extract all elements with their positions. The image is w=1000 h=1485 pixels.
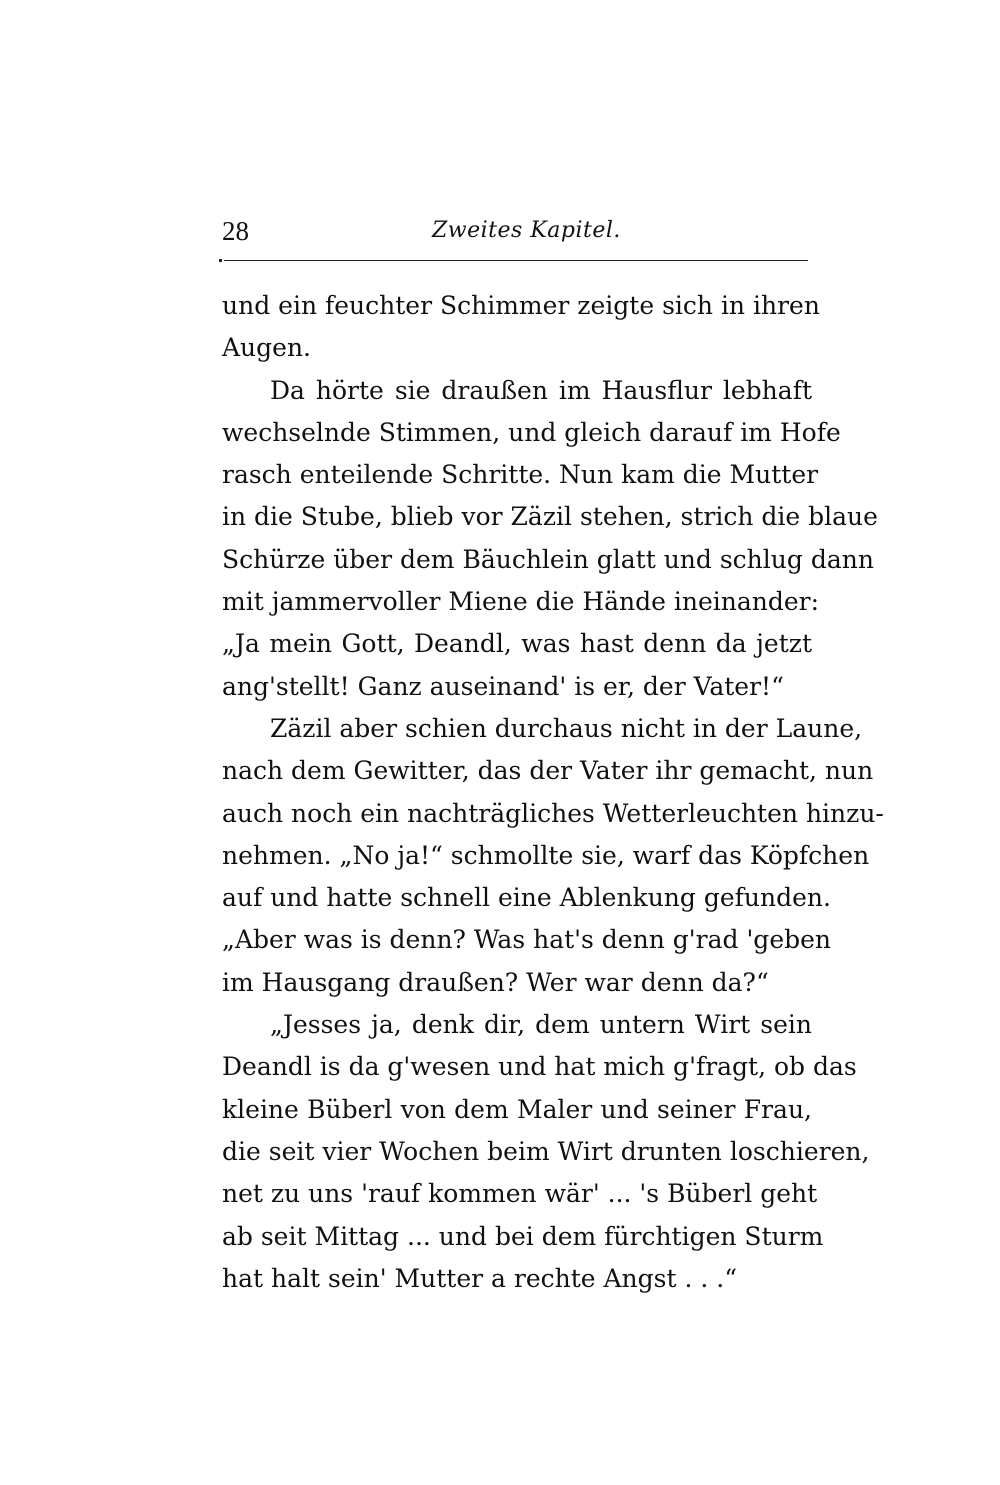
- text-line: Schürze über dem Bäuchlein glatt und schlug dann: [222, 544, 874, 574]
- page-header: [222, 212, 810, 252]
- text-line: nach dem Gewitter, das der Vater ihr gemacht, nun: [222, 756, 874, 786]
- text-line: „Jesses ja, denk dir, dem untern Wirt sein: [270, 1010, 812, 1040]
- header-rule-dot: [219, 259, 222, 262]
- text-line: net zu uns 'rauf kommen wär' ... 's Büberl geht: [222, 1179, 818, 1209]
- text-line: nehmen. „No ja!“ schmollte sie, warf das Köpfchen: [222, 840, 870, 870]
- text-line: kleine Büberl von dem Maler und seiner Frau,: [222, 1094, 812, 1124]
- text-line: die seit vier Wochen beim Wirt drunten loschieren,: [222, 1136, 870, 1166]
- body-text: [222, 285, 884, 1300]
- text-line: rasch enteilende Schritte. Nun kam die Mutter: [222, 460, 819, 490]
- text-line: Deandl is da g'wesen und hat mich g'fragt, ob das: [222, 1052, 857, 1082]
- text-line: Zäzil aber schien durchaus nicht in der Laune,: [270, 713, 863, 743]
- text-line: hat halt sein' Mutter a rechte Angst . . .“: [222, 1263, 738, 1293]
- text-line: Augen.: [222, 333, 312, 363]
- text-line: „Ja mein Gott, Deandl, was hast denn da jetzt: [222, 629, 812, 659]
- text-line: „Aber was is denn? Was hat's denn g'rad 'geben: [222, 925, 832, 955]
- header-rule: [224, 260, 808, 261]
- text-line: und ein feuchter Schimmer zeigte sich in ihren: [222, 291, 820, 320]
- text-line: ang'stellt! Ganz auseinand' is er, der Vater!“: [222, 671, 784, 701]
- text-line: wechselnde Stimmen, und gleich darauf im Hofe: [222, 417, 841, 447]
- text-line: mit jammervoller Miene die Hände ineinander:: [222, 587, 820, 617]
- text-line: auf und hatte schnell eine Ablenkung gefunden.: [222, 883, 831, 913]
- running-head: Zweites Kapitel.: [432, 218, 621, 243]
- text-line: ab seit Mittag ... und bei dem fürchtigen Sturm: [222, 1221, 824, 1251]
- page-number: 28: [222, 216, 249, 246]
- text-line: in die Stube, blieb vor Zäzil stehen, strich die blaue: [222, 502, 878, 532]
- text-line: im Hausgang draußen? Wer war denn da?“: [222, 967, 769, 997]
- text-line: Da hörte sie draußen im Hausflur lebhaft: [270, 375, 812, 405]
- text-line: auch noch ein nachträgliches Wetterleuchten hinzu-: [222, 798, 884, 828]
